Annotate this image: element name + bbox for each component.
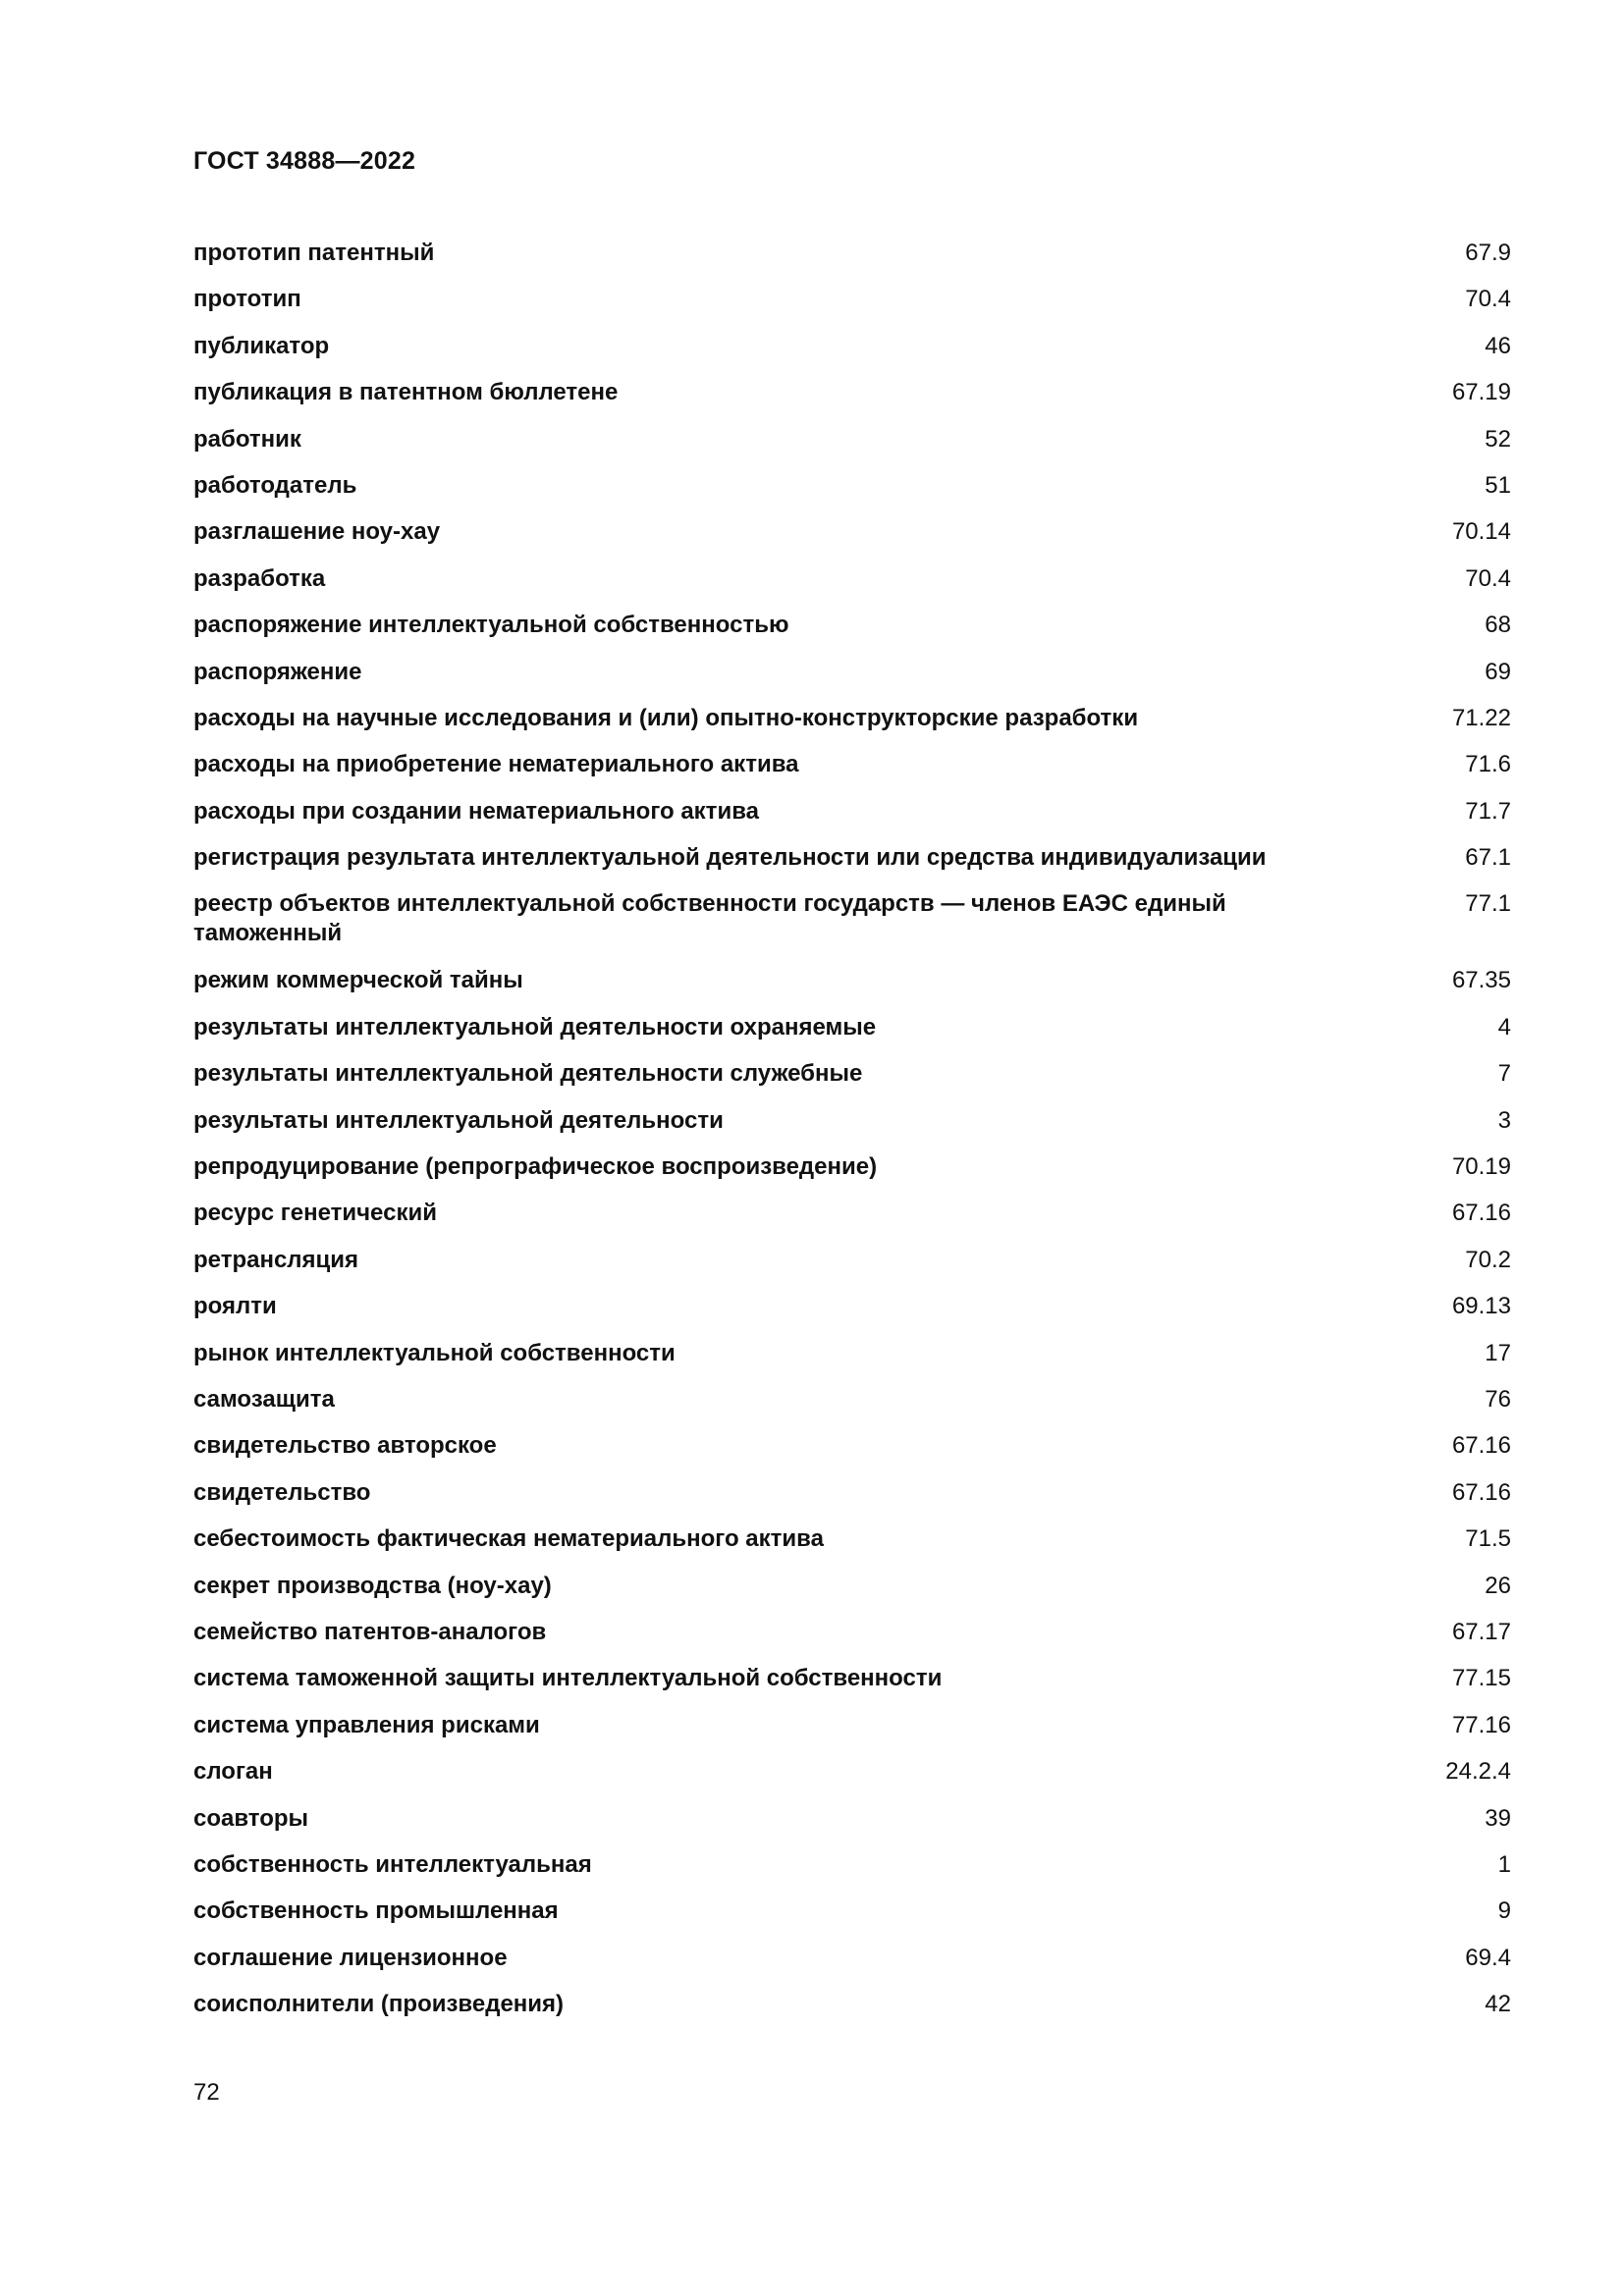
index-term: результаты интеллектуальной деятельности xyxy=(193,1106,724,1134)
index-term: публикация в патентном бюллетене xyxy=(193,379,619,406)
index-entry xyxy=(193,966,1511,1012)
index-entry xyxy=(193,750,1511,796)
index-entry xyxy=(193,1059,1511,1105)
index-term: ретрансляция xyxy=(193,1246,359,1273)
index-entry xyxy=(193,797,1511,843)
index-ref: 3 xyxy=(1497,1106,1511,1134)
index-term: регистрация результата интеллектуальной деятельности или средства индивидуализации xyxy=(193,844,1267,872)
index-term: прототип xyxy=(193,286,301,313)
index-entry xyxy=(193,658,1511,704)
index-entry xyxy=(193,1246,1511,1292)
alphabetical-index xyxy=(193,239,1511,2036)
index-ref: 77.15 xyxy=(1451,1665,1511,1692)
index-ref: 70.19 xyxy=(1451,1153,1511,1181)
index-entry xyxy=(193,425,1511,471)
index-ref: 67.16 xyxy=(1451,1432,1511,1460)
index-ref: 67.35 xyxy=(1451,967,1511,994)
index-entry xyxy=(193,1850,1511,1896)
index-term: репродуцирование (репрографическое воспроизведение) xyxy=(193,1153,878,1181)
index-ref: 67.9 xyxy=(1465,240,1511,266)
index-ref: 9 xyxy=(1497,1897,1511,1925)
index-entry xyxy=(193,564,1511,611)
index-entry xyxy=(193,517,1511,563)
index-term: соавторы xyxy=(193,1804,309,1832)
index-ref: 67.17 xyxy=(1451,1618,1511,1645)
index-term: результаты интеллектуальной деятельности служебные xyxy=(193,1060,863,1088)
index-term: самозащита xyxy=(193,1385,335,1413)
index-ref: 17 xyxy=(1485,1339,1511,1366)
index-ref: 71.6 xyxy=(1465,751,1511,778)
index-entry xyxy=(193,239,1511,285)
index-ref: 4 xyxy=(1497,1013,1511,1041)
index-term: себестоимость фактическая нематериального актива xyxy=(193,1525,824,1553)
index-ref: 26 xyxy=(1485,1572,1511,1599)
index-entry xyxy=(193,1990,1511,2036)
index-term: рынок интеллектуальной собственности xyxy=(193,1339,676,1366)
index-ref: 70.4 xyxy=(1465,564,1511,592)
index-entry xyxy=(193,1013,1511,1059)
index-term: соглашение лицензионное xyxy=(193,1944,508,1971)
index-ref: 67.16 xyxy=(1451,1478,1511,1506)
index-term: разглашение ноу-хау xyxy=(193,518,441,546)
index-term: распоряжение интеллектуальной собственностью xyxy=(193,612,789,639)
index-entry xyxy=(193,1944,1511,1990)
index-ref: 70.4 xyxy=(1465,286,1511,313)
index-entry xyxy=(193,1618,1511,1664)
index-entry xyxy=(193,843,1511,889)
index-ref: 71.5 xyxy=(1465,1525,1511,1553)
index-entry xyxy=(193,1524,1511,1571)
index-ref: 67.16 xyxy=(1451,1200,1511,1227)
index-ref: 67.1 xyxy=(1465,844,1511,872)
index-term: система управления рисками xyxy=(193,1711,540,1738)
index-term: публикатор xyxy=(193,332,330,359)
index-entry xyxy=(193,1199,1511,1245)
index-term: разработка xyxy=(193,564,326,592)
index-entry xyxy=(193,889,1511,966)
index-term: ресурс генетический xyxy=(193,1200,437,1227)
index-entry xyxy=(193,1757,1511,1803)
index-entry xyxy=(193,471,1511,517)
page-number: 72 xyxy=(193,2079,220,2106)
index-ref: 77.1 xyxy=(1465,890,1511,918)
index-term: расходы при создании нематериального актива xyxy=(193,797,759,825)
index-ref: 77.16 xyxy=(1451,1711,1511,1738)
index-ref: 67.19 xyxy=(1451,379,1511,406)
index-entry xyxy=(193,1711,1511,1757)
index-ref: 71.7 xyxy=(1465,797,1511,825)
index-ref: 70.2 xyxy=(1465,1246,1511,1273)
index-entry xyxy=(193,1431,1511,1477)
index-term: результаты интеллектуальной деятельности охраняемые xyxy=(193,1013,877,1041)
index-entry xyxy=(193,1664,1511,1710)
index-entry xyxy=(193,1478,1511,1524)
index-entry xyxy=(193,332,1511,378)
index-term: собственность интеллектуальная xyxy=(193,1850,592,1878)
index-term: распоряжение xyxy=(193,658,362,685)
index-ref: 24.2.4 xyxy=(1445,1758,1511,1786)
index-ref: 71.22 xyxy=(1451,704,1511,731)
index-term: слоган xyxy=(193,1758,273,1786)
index-entry xyxy=(193,1106,1511,1152)
index-term: работник xyxy=(193,425,301,453)
index-term: собственность промышленная xyxy=(193,1897,559,1925)
index-ref: 68 xyxy=(1485,612,1511,639)
index-entry xyxy=(193,1572,1511,1618)
index-ref: 42 xyxy=(1485,1991,1511,2018)
index-term: семейство патентов-аналогов xyxy=(193,1618,547,1645)
index-term: свидетельство авторское xyxy=(193,1432,497,1460)
index-entry xyxy=(193,285,1511,331)
index-entry xyxy=(193,1385,1511,1431)
index-ref: 1 xyxy=(1497,1850,1511,1878)
index-ref: 69 xyxy=(1485,658,1511,685)
index-ref: 70.14 xyxy=(1451,518,1511,546)
index-ref: 69.13 xyxy=(1451,1293,1511,1320)
index-term: работодатель xyxy=(193,471,357,499)
index-ref: 46 xyxy=(1485,332,1511,359)
index-term: расходы на приобретение нематериального актива xyxy=(193,751,799,778)
index-term: свидетельство xyxy=(193,1478,371,1506)
index-entry xyxy=(193,1292,1511,1338)
document-header: ГОСТ 34888—2022 xyxy=(193,147,416,175)
index-entry xyxy=(193,611,1511,657)
index-entry xyxy=(193,1152,1511,1199)
index-ref: 7 xyxy=(1497,1060,1511,1088)
index-term: роялти xyxy=(193,1293,277,1320)
index-term: соисполнители (произведения) xyxy=(193,1991,565,2018)
index-term: режим коммерческой тайны xyxy=(193,967,523,994)
index-entry xyxy=(193,378,1511,424)
index-entry xyxy=(193,1804,1511,1850)
index-entry xyxy=(193,704,1511,750)
index-term: расходы на научные исследования и (или) опытно-конструкторские разработки xyxy=(193,704,1139,731)
index-term: секрет производства (ноу-хау) xyxy=(193,1572,552,1599)
index-ref: 76 xyxy=(1485,1385,1511,1413)
index-entry xyxy=(193,1896,1511,1943)
index-ref: 51 xyxy=(1485,471,1511,499)
index-ref: 52 xyxy=(1485,425,1511,453)
index-ref: 39 xyxy=(1485,1804,1511,1832)
index-term: реестр объектов интеллектуальной собственности государств — членов ЕАЭС единый таможенный xyxy=(193,890,1226,947)
index-entry xyxy=(193,1339,1511,1385)
index-term: система таможенной защиты интеллектуальной собственности xyxy=(193,1665,943,1692)
index-ref: 69.4 xyxy=(1465,1944,1511,1971)
index-term: прототип патентный xyxy=(193,240,435,266)
